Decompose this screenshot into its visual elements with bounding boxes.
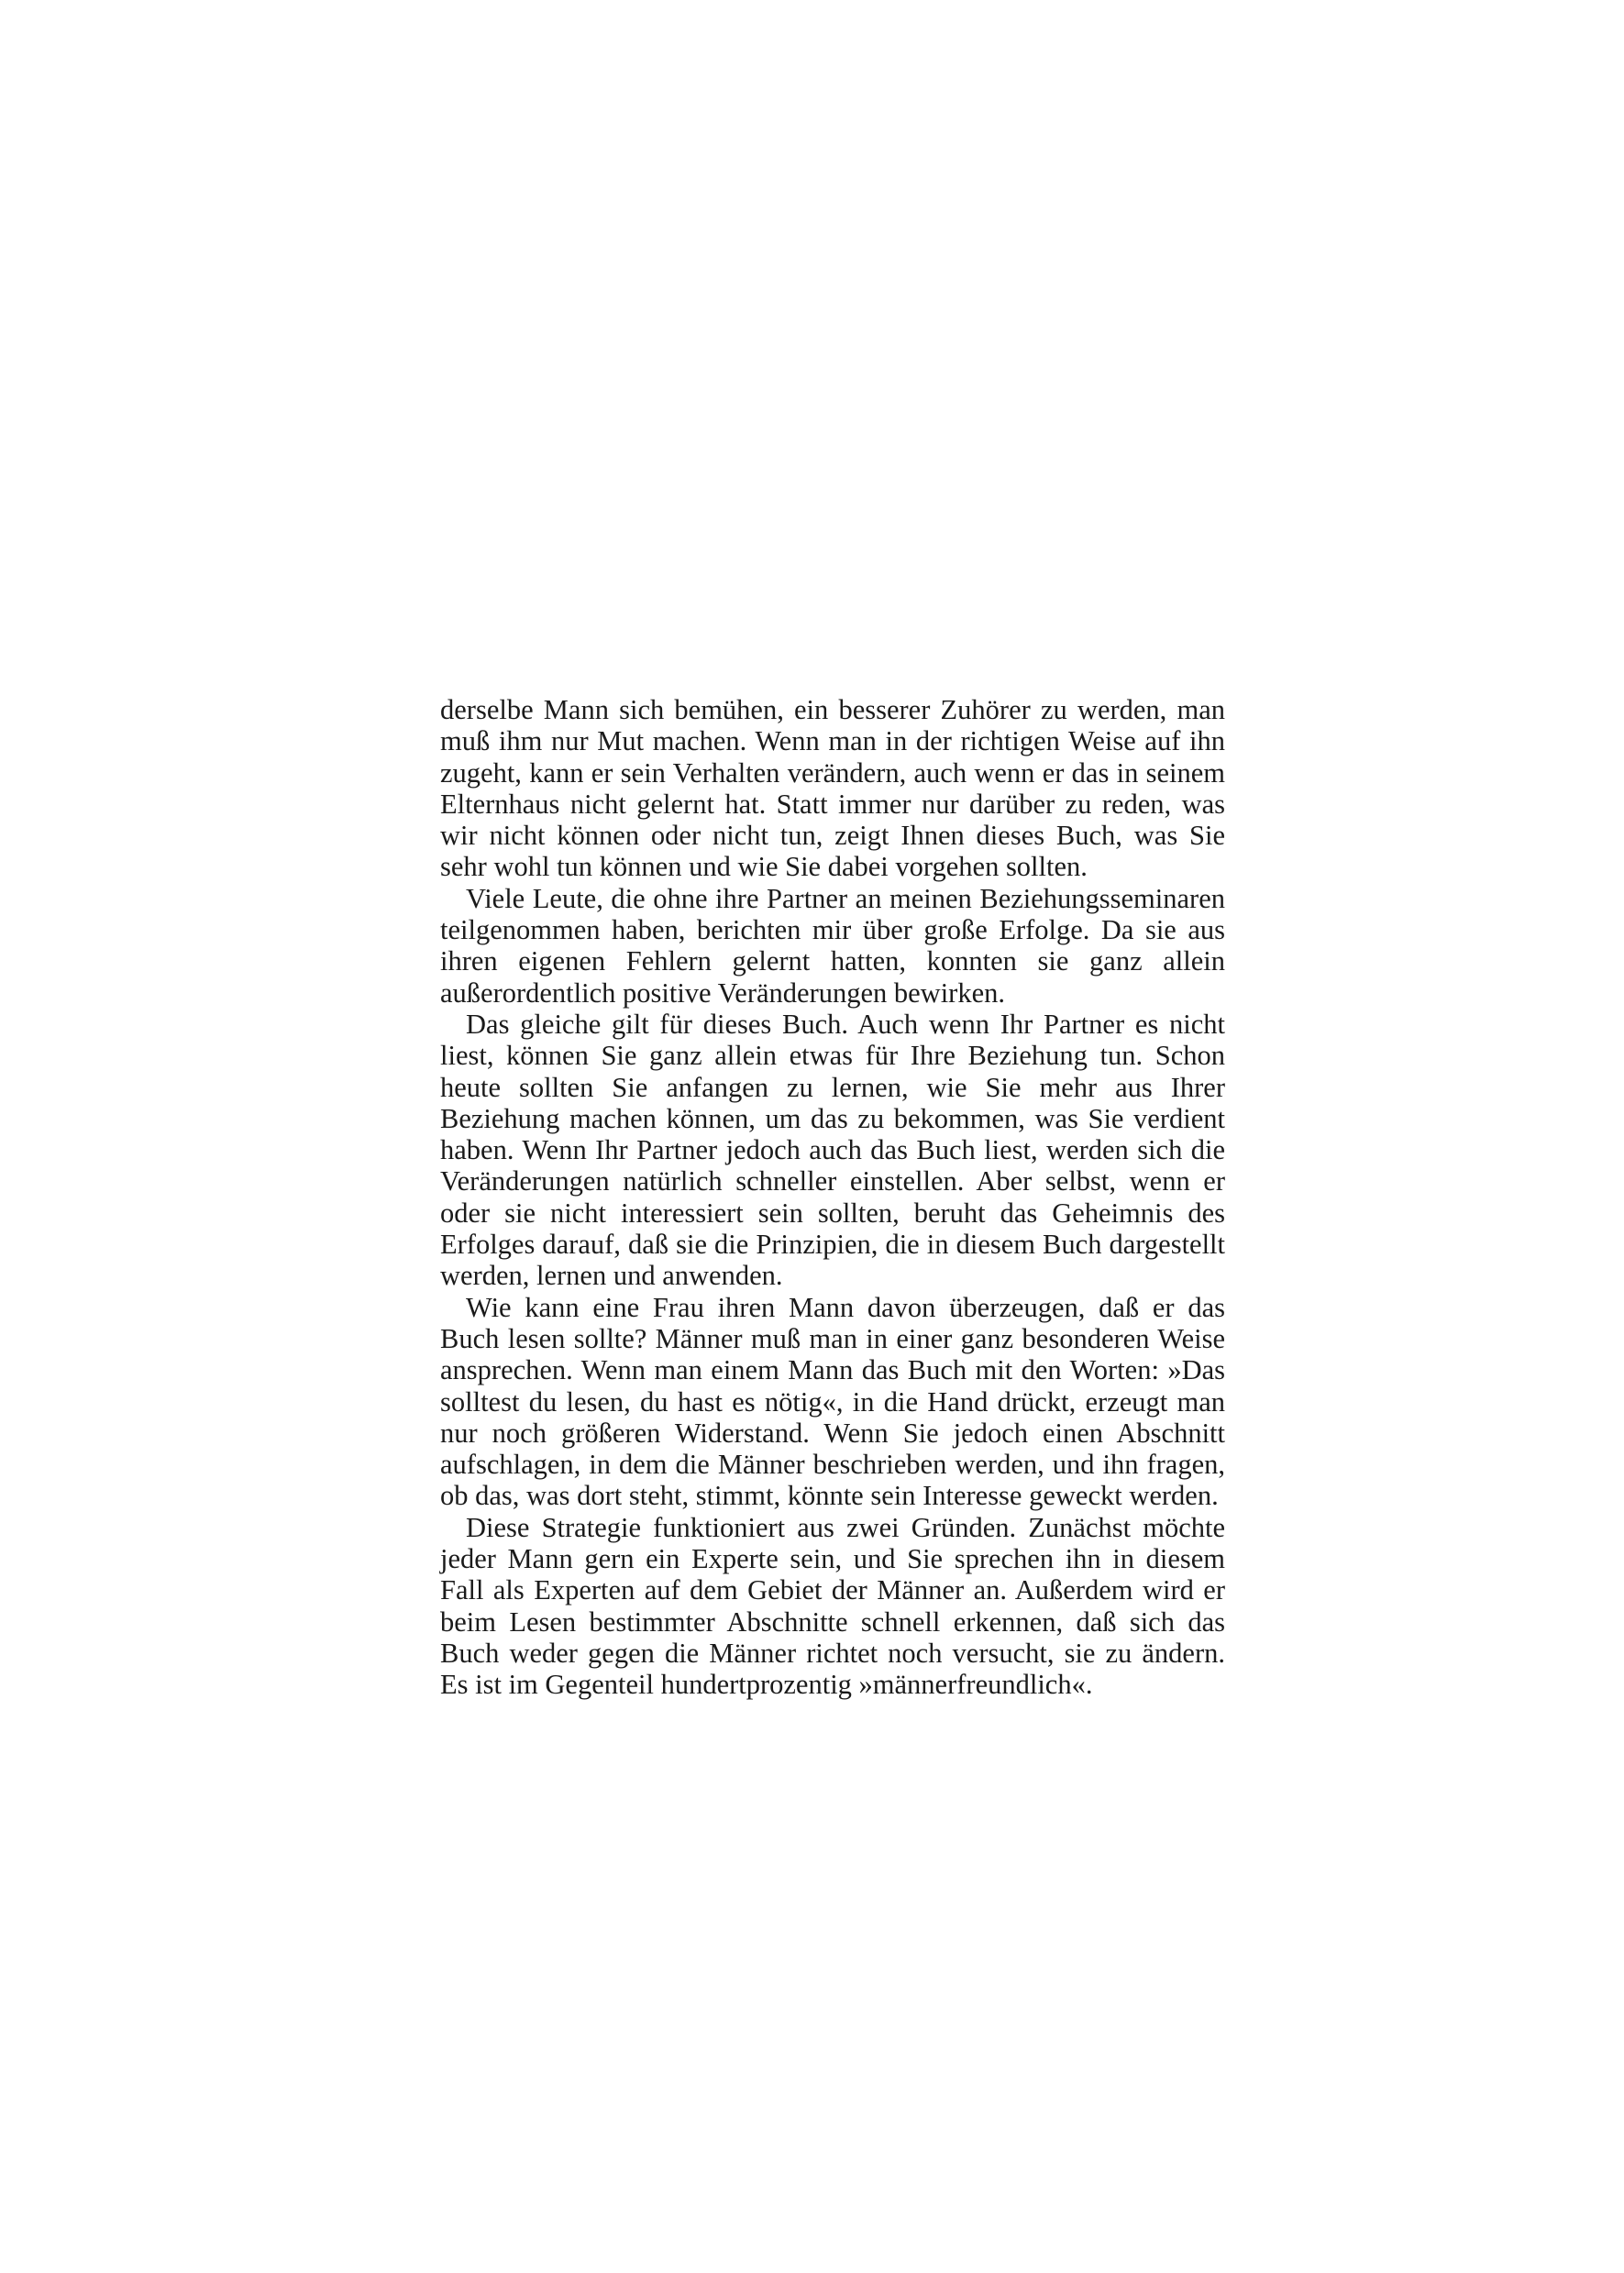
paragraph-5: Diese Strategie funktioniert aus zwei Gründen. Zunächst möchte jeder Mann gern ein Experte sein, und Sie sprechen ihn in diesem Fall als Experten auf dem Gebiet der Männer an. Außerdem wird er beim Lesen bestimmter Abschnitte schnell erkennen, daß sich das Buch weder gegen die Männer richtet noch versucht, sie zu ändern. Es ist im Gegenteil hundertprozentig »männerfreundlich«.	[440, 1511, 1225, 1701]
body-text	[440, 694, 1225, 1701]
paragraph-4: Wie kann eine Frau ihren Mann davon überzeugen, daß er das Buch lesen sollte? Männer muß man in einer ganz besonderen Weise ansprechen. Wenn man einem Mann das Buch mit den Worten: »Das solltest du lesen, du hast es nötig«, in die Hand drückt, erzeugt man nur noch größeren Widerstand. Wenn Sie jedoch einen Abschnitt aufschlagen, in dem die Männer beschrieben werden, und ihn fragen, ob das, was dort steht, stimmt, könnte sein Interesse geweckt werden.	[440, 1291, 1225, 1512]
paragraph-2: Viele Leute, die ohne ihre Partner an meinen Beziehungsseminaren teilgenommen haben, berichten mir über große Erfolge. Da sie aus ihren eigenen Fehlern gelernt hatten, konnten sie ganz allein außerordentlich positive Veränderungen bewirken.	[440, 882, 1225, 1009]
paragraph-3: Das gleiche gilt für dieses Buch. Auch wenn Ihr Partner es nicht liest, können Sie ganz allein etwas für Ihre Beziehung tun. Schon heute sollten Sie anfangen zu lernen, wie Sie mehr aus Ihrer Beziehung machen können, um das zu bekommen, was Sie verdient haben. Wenn Ihr Partner jedoch auch das Buch liest, werden sich die Veränderungen natürlich schneller einstellen. Aber selbst, wenn er oder sie nicht interessiert sein sollten, beruht das Geheimnis des Erfolges darauf, daß sie die Prinzipien, die in diesem Buch dargestellt werden, lernen und anwenden.	[440, 1008, 1225, 1292]
paragraph-1: derselbe Mann sich bemühen, ein besserer Zuhörer zu werden, man muß ihm nur Mut machen. Wenn man in der richtigen Weise auf ihn zugeht, kann er sein Verhalten verändern, auch wenn er das in seinem Elternhaus nicht gelernt hat. Statt immer nur darüber zu reden, was wir nicht können oder nicht tun, zeigt Ihnen dieses Buch, was Sie sehr wohl tun können und wie Sie dabei vorgehen sollten.	[440, 694, 1225, 883]
